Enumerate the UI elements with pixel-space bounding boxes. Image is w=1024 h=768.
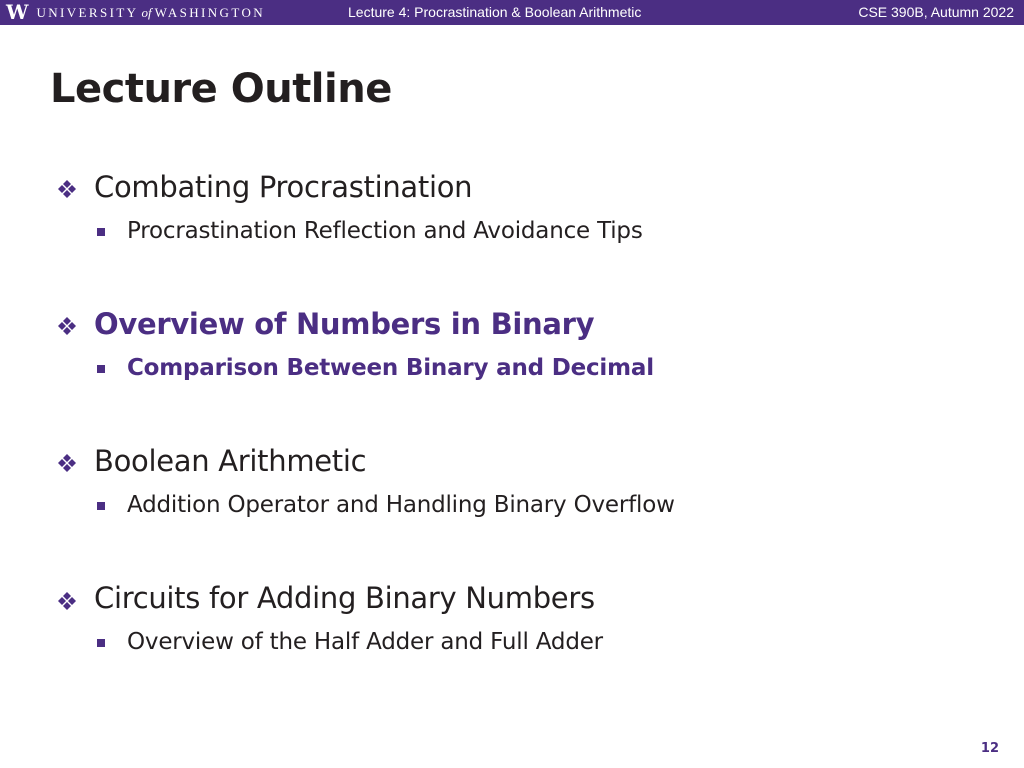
outline-subitem-label: Addition Operator and Handling Binary Overflow — [127, 492, 675, 518]
outline-item-label: Combating Procrastination — [94, 170, 473, 204]
page-title: Lecture Outline — [50, 66, 392, 112]
four-diamond-bullet-icon — [56, 590, 78, 612]
lecture-title: Lecture 4: Procrastination & Boolean Arithmetic — [348, 4, 642, 20]
header-bar — [0, 0, 1024, 25]
outline-item-label: Circuits for Adding Binary Numbers — [94, 581, 595, 615]
square-bullet-icon — [97, 639, 105, 647]
square-bullet-icon — [97, 502, 105, 510]
square-bullet-icon — [97, 228, 105, 236]
square-bullet-icon — [97, 365, 105, 373]
outline-item-label: Boolean Arithmetic — [94, 444, 367, 478]
page-number: 12 — [980, 741, 999, 756]
uw-wordmark-washington: WASHINGTON — [154, 5, 266, 20]
four-diamond-bullet-icon — [56, 315, 78, 337]
four-diamond-bullet-icon — [56, 178, 78, 200]
uw-logo — [6, 0, 265, 25]
outline-subitem-label: Procrastination Reflection and Avoidance Tips — [127, 218, 643, 244]
outline-subitem-label: Comparison Between Binary and Decimal — [127, 355, 654, 381]
outline-item-label: Overview of Numbers in Binary — [94, 307, 595, 341]
outline-subitem-label: Overview of the Half Adder and Full Adder — [127, 629, 603, 655]
four-diamond-bullet-icon — [56, 452, 78, 474]
uw-wordmark-of: of — [141, 5, 152, 20]
course-label: CSE 390B, Autumn 2022 — [858, 4, 1014, 20]
uw-w-logo-icon: W — [6, 0, 29, 24]
uw-wordmark — [36, 0, 265, 25]
uw-wordmark-university: UNIVERSITY — [36, 5, 139, 20]
